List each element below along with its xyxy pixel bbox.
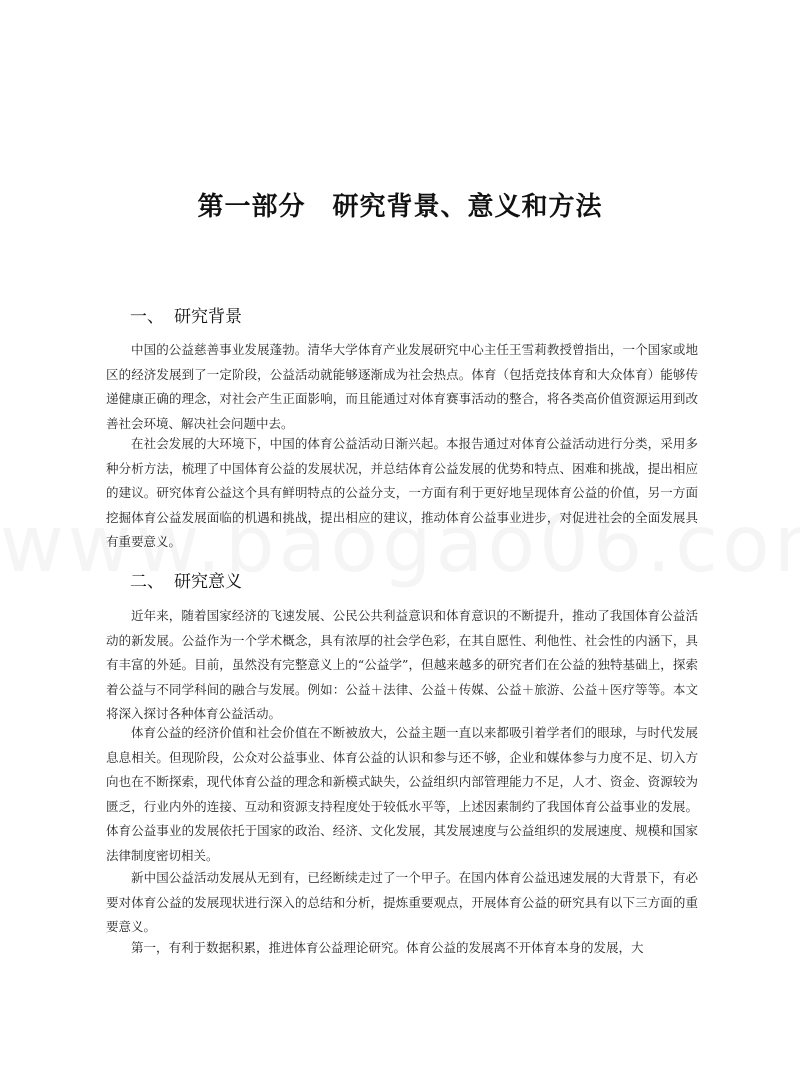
paragraph: 体育公益的经济价值和社会价值在不断被放大，公益主题一直以来都吸引着学者们的眼球，与时代发展息息相关。但现阶段，公众对公益事业、体育公益的认识和参与还不够，企业和媒体参与力度不足、切入方向也在不断探索，现代体育公益的理念和新模式缺失，公益组织内部管理能力不足，人才、资金、资源较为匮乏，行业内外的连接、互动和资源支持程度处于较低水平等，上述因素制约了我国体育公益事业的发展。体育公益事业的发展依托于国家的政治、经济、文化发展，其发展速度与公益组织的发展速度、规模和国家法律制度密切相关。 — [106, 725, 698, 863]
section-number: 二、 — [130, 572, 164, 592]
section-title: 研究意义 — [174, 572, 242, 592]
section-heading-significance — [130, 567, 242, 592]
paragraph: 中国的公益慈善事业发展蓬勃。清华大学体育产业发展研究中心主任王雪莉教授曾指出，一个国家或地区的经济发展到了一定阶段，公益活动就能够逐渐成为社会热点。体育（包括竞技体育和大众体育）能够传递健康正确的理念，对社会产生正面影响，而且能通过对体育赛事活动的整合，将各类高价值资源运用到改善社会环境、解决社会问题中去。 — [106, 342, 698, 431]
section-heading-background — [130, 302, 242, 327]
paragraph: 在社会发展的大环境下，中国的体育公益活动日渐兴起。本报告通过对体育公益活动进行分类，采用多种分析方法，梳理了中国体育公益的发展状况，并总结体育公益发展的优势和特点、困难和挑战，提出相应的建议。研究体育公益这个具有鲜明特点的公益分支，一方面有利于更好地呈现体育公益的价值，另一方面挖掘体育公益发展面临的机遇和挑战，提出相应的建议，推动体育公益事业进步，对促进社会的全面发展具有重要意义。 — [106, 436, 698, 550]
paragraph: 新中国公益活动发展从无到有，已经断续走过了一个甲子。在国内体育公益迅速发展的大背景下，有必要对体育公益的发展现状进行深入的总结和分析，提炼重要观点，开展体育公益的研究具有以下三方面的重要意义。 — [106, 870, 698, 935]
section-title: 研究背景 — [174, 307, 242, 327]
paragraph: 第一，有利于数据积累，推进体育公益理论研究。体育公益的发展离不开体育本身的发展，大 — [131, 940, 644, 955]
page-title: 第一部分 研究背景、意义和方法 — [197, 192, 603, 222]
section-number: 一、 — [130, 307, 164, 327]
paragraph: 近年来，随着国家经济的飞速发展、公民公共利益意识和体育意识的不断提升，推动了我国体育公益活动的新发展。公益作为一个学术概念，具有浓厚的社会学色彩，在其自愿性、利他性、社会性的内涵下，具有丰富的外延。目前，虽然没有完整意义上的“公益学”，但越来越多的研究者们在公益的独特基础上，探索着公益与不同学科间的融合与发展。例如：公益＋法律、公益＋传媒、公益＋旅游、公益＋医疗等等。本文将深入探讨各种体育公益活动。 — [106, 608, 698, 722]
